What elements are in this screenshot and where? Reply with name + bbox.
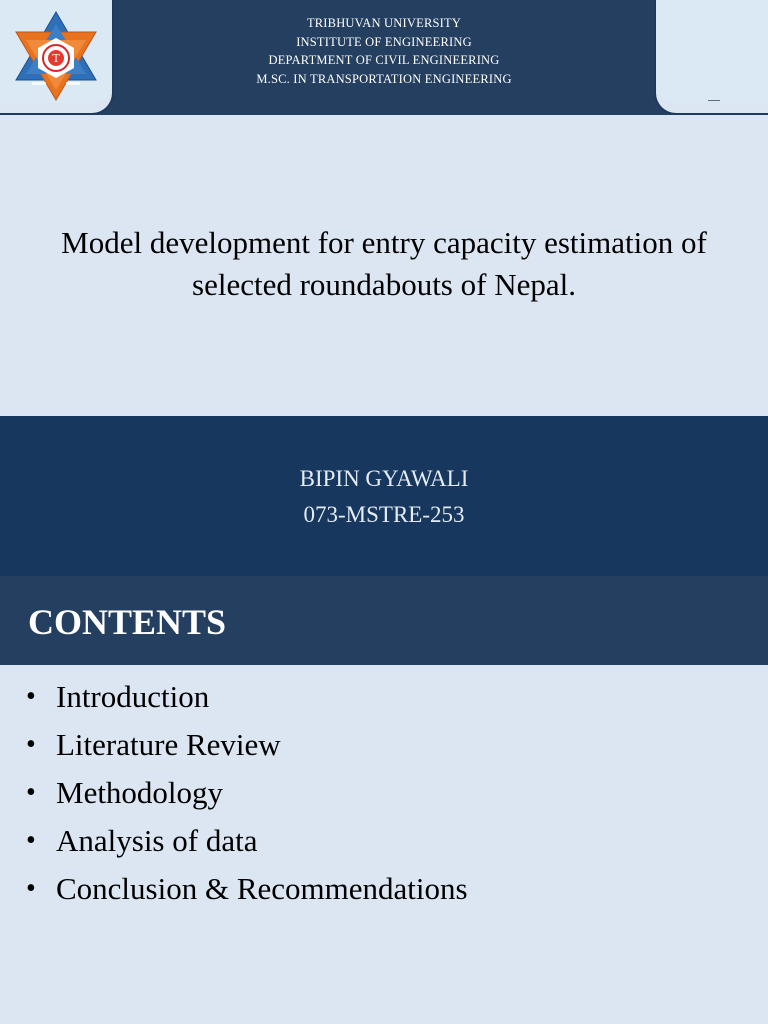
list-item: • Conclusion & Recommendations — [26, 865, 468, 913]
list-item: • Methodology — [26, 769, 468, 817]
list-item: • Introduction — [26, 673, 468, 721]
bullet-icon: • — [26, 729, 36, 760]
contents-list — [26, 673, 468, 913]
program-name: M.SC. IN TRANSPORTATION ENGINEERING — [256, 71, 512, 86]
list-item: • Literature Review — [26, 721, 468, 769]
right-corner-panel — [654, 0, 768, 115]
bullet-icon: • — [26, 777, 36, 808]
institution-header — [114, 14, 654, 88]
list-item: • Analysis of data — [26, 817, 468, 865]
author-name: BIPIN GYAWALI — [299, 466, 469, 491]
presentation-title — [10, 222, 758, 306]
title-line-2: selected roundabouts of Nepal. — [192, 267, 576, 302]
author-band — [0, 416, 768, 576]
bullet-icon: • — [26, 825, 36, 856]
slide-number-placeholder — [708, 100, 720, 101]
department-name: DEPARTMENT OF CIVIL ENGINEERING — [268, 53, 500, 67]
contents-heading: CONTENTS — [28, 602, 227, 642]
author-roll-number: 073-MSTRE-253 — [303, 502, 465, 527]
bullet-icon: • — [26, 681, 36, 712]
bullet-icon: • — [26, 873, 36, 904]
title-line-1: Model development for entry capacity estimation of — [61, 225, 707, 260]
university-name: TRIBHUVAN UNIVERSITY — [306, 16, 462, 30]
tribhuvan-university-logo-icon — [12, 10, 100, 102]
svg-text:T: T — [52, 52, 60, 65]
institute-name: INSTITUTE OF ENGINEERING — [296, 34, 472, 49]
